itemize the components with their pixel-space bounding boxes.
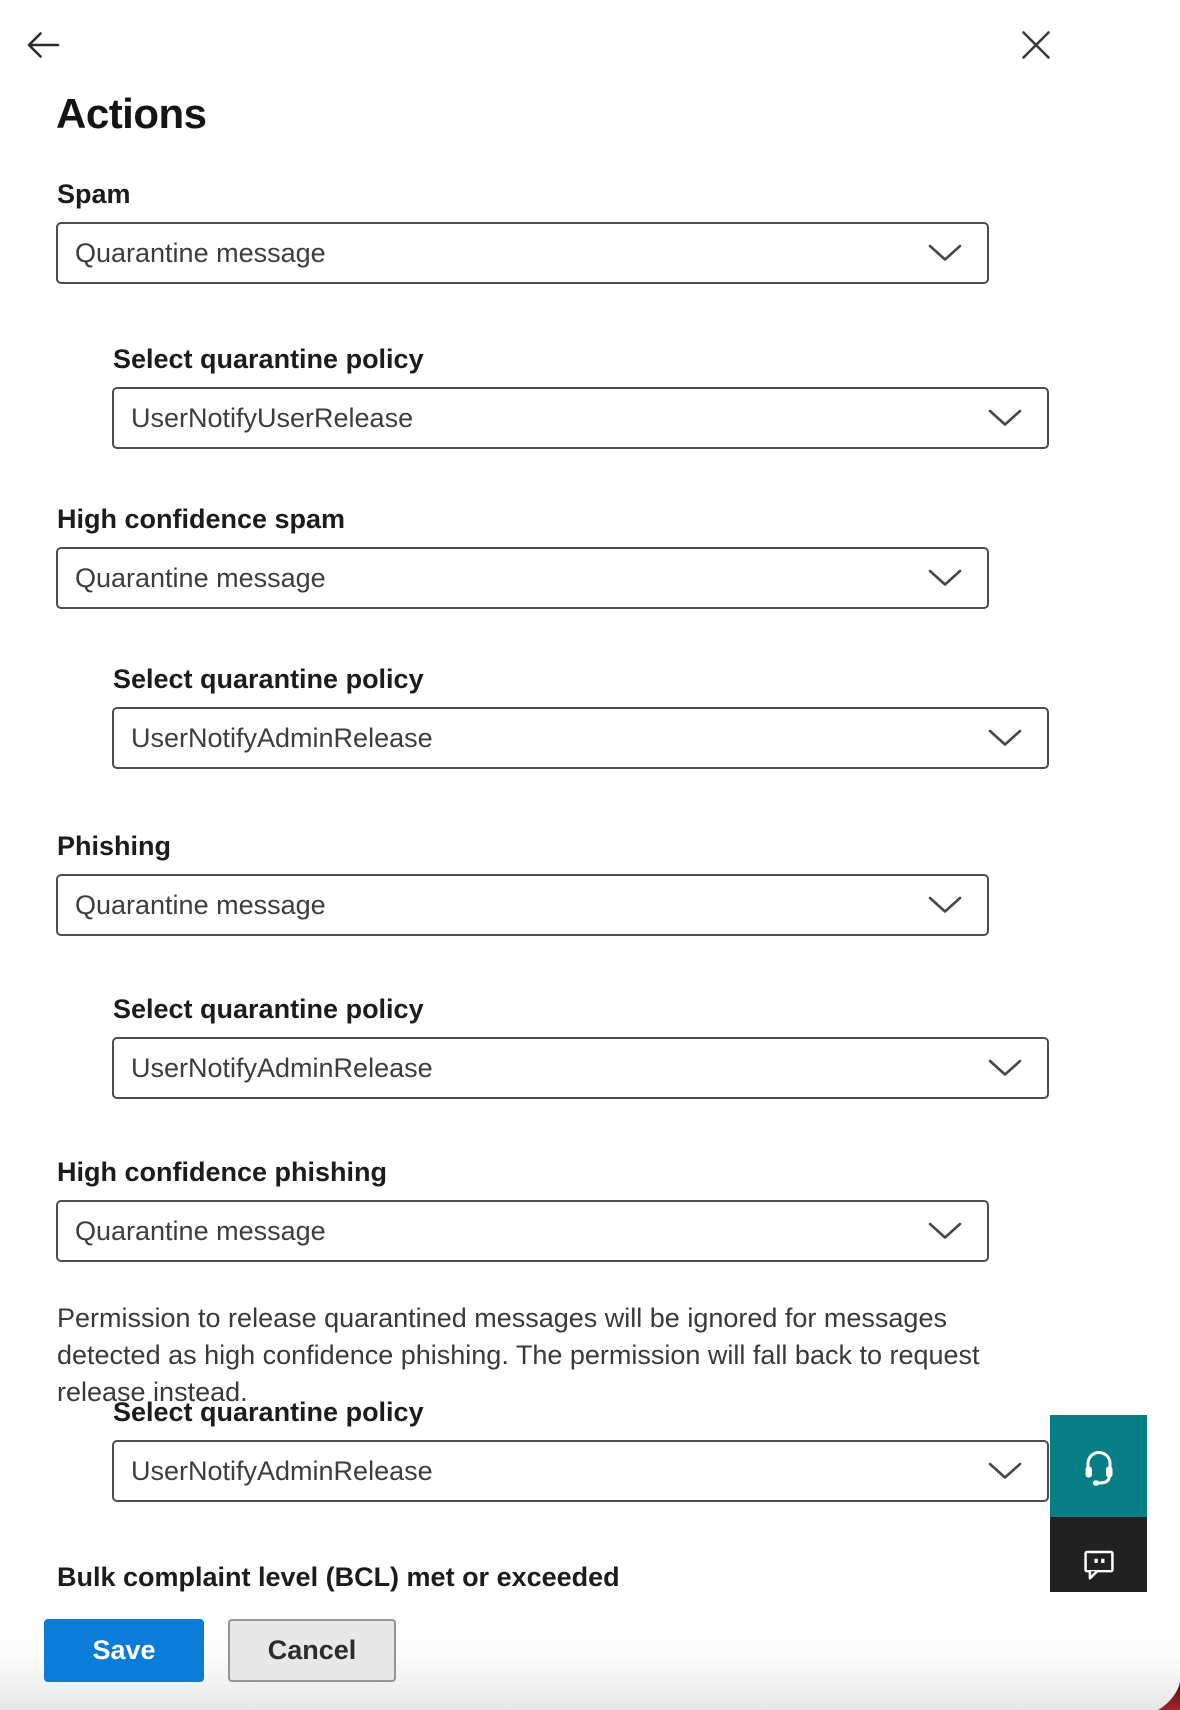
field-spam — [56, 180, 989, 284]
select-value: Quarantine message — [75, 237, 326, 268]
back-button[interactable] — [22, 26, 64, 64]
chevron-down-icon — [987, 1058, 1023, 1078]
chevron-down-icon — [987, 408, 1023, 428]
hcp-quarantine-policy-select[interactable] — [112, 1440, 1049, 1502]
page-title: Actions — [56, 90, 207, 137]
field-label: Phishing — [57, 831, 171, 861]
select-value: Quarantine message — [75, 1215, 326, 1246]
spam-quarantine-policy-select[interactable] — [112, 387, 1049, 449]
select-value: UserNotifyAdminRelease — [131, 1052, 433, 1083]
hcp-permission-note: Permission to release quarantined messages will be ignored for messages detected as high confidence phishing. The permission will fall back to request release instead. — [57, 1303, 980, 1407]
close-button[interactable] — [1016, 26, 1056, 64]
select-value: UserNotifyUserRelease — [131, 402, 414, 433]
close-icon — [1019, 28, 1053, 62]
field-spam-quarantine-policy — [112, 345, 1049, 449]
select-value: Quarantine message — [75, 562, 326, 593]
chevron-down-icon — [987, 728, 1023, 748]
chevron-down-icon — [927, 568, 963, 588]
field-label: Select quarantine policy — [113, 1397, 424, 1427]
save-button[interactable]: Save — [44, 1619, 204, 1682]
chevron-down-icon — [927, 895, 963, 915]
select-value: UserNotifyAdminRelease — [131, 722, 433, 753]
field-high-confidence-spam — [56, 505, 989, 609]
phishing-action-select[interactable] — [56, 874, 989, 936]
high-confidence-phishing-action-select[interactable] — [56, 1200, 989, 1262]
field-hcp-quarantine-policy — [112, 1398, 1049, 1502]
field-label: High confidence spam — [57, 504, 346, 534]
headset-icon — [1075, 1442, 1123, 1490]
corner-decoration — [1158, 1682, 1180, 1710]
field-hcs-quarantine-policy — [112, 665, 1049, 769]
field-high-confidence-phishing — [56, 1158, 989, 1262]
field-phishing — [56, 832, 989, 936]
select-value: UserNotifyAdminRelease — [131, 1455, 433, 1486]
phishing-quarantine-policy-select[interactable] — [112, 1037, 1049, 1099]
back-arrow-icon — [23, 27, 63, 63]
chat-icon — [1076, 1541, 1122, 1587]
field-label: Select quarantine policy — [113, 344, 424, 374]
chevron-down-icon — [927, 1221, 963, 1241]
cancel-button[interactable]: Cancel — [228, 1619, 396, 1682]
support-button[interactable] — [1050, 1415, 1147, 1517]
chevron-down-icon — [927, 243, 963, 263]
hcs-quarantine-policy-select[interactable] — [112, 707, 1049, 769]
footer-action-bar — [0, 1592, 1180, 1710]
field-phishing-quarantine-policy — [112, 995, 1049, 1099]
chevron-down-icon — [987, 1461, 1023, 1481]
select-value: Quarantine message — [75, 889, 326, 920]
field-label: Select quarantine policy — [113, 664, 424, 694]
section-label-bulk-complaint-level: Bulk complaint level (BCL) met or exceeded — [57, 1562, 620, 1592]
high-confidence-spam-action-select[interactable] — [56, 547, 989, 609]
field-label: Spam — [57, 179, 131, 209]
field-label: Select quarantine policy — [113, 994, 424, 1024]
field-label: High confidence phishing — [57, 1157, 387, 1187]
spam-action-select[interactable] — [56, 222, 989, 284]
